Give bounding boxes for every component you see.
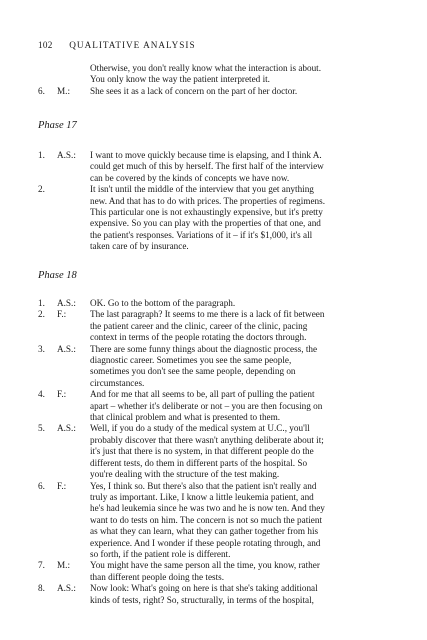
- text-line: expensive. So you can play with the properties of that one, and: [90, 218, 321, 229]
- text-line: kinds of tests, right? So, structurally, in terms of the hospital,: [90, 594, 314, 605]
- text-line: it's just that there is no system, in that different people do the: [90, 446, 314, 457]
- entry-number: 1.: [38, 298, 45, 308]
- text-line: can be covered by the kinds of concepts we have now.: [90, 172, 290, 183]
- text-line: want to do tests on him. The concern is not so much the patient: [90, 514, 323, 525]
- speaker-label: F.:: [57, 480, 67, 491]
- text-line: that clinical problem and what is presented to them.: [90, 412, 281, 423]
- text-line: You only know the way the patient interpreted it.: [90, 74, 270, 85]
- text-line: experience. And I wonder if these people rotating through, and: [90, 537, 321, 548]
- transcript-block: [38, 86, 398, 97]
- speaker-label: F.:: [57, 389, 67, 400]
- text-line: so forth, if the patient role is different.: [90, 548, 231, 559]
- continued-text: [90, 63, 395, 86]
- entry-number: 1.: [38, 150, 45, 160]
- entry-number: 7.: [38, 560, 45, 571]
- text-line: Otherwise, you don't really know what the interaction is about.: [90, 63, 322, 73]
- entry-number: 8.: [38, 583, 45, 594]
- text-line: context in terms of the people rotating the doctors through.: [90, 332, 307, 343]
- text-line: The last paragraph? It seems to me there is a lack of fit between: [90, 309, 325, 320]
- running-header: [38, 40, 196, 51]
- text-line: probably discover that there wasn't anything deliberate about it;: [90, 434, 324, 445]
- text-line: taken care of by insurance.: [90, 241, 189, 252]
- speaker-label: M.:: [57, 560, 71, 571]
- text-line: than different people doing the tests.: [90, 571, 225, 582]
- text-line: Now look: What's going on here is that she's taking additional: [90, 583, 318, 594]
- text-line: I want to move quickly because time is elapsing, and I think A.: [90, 150, 322, 160]
- running-title: QUALITATIVE ANALYSIS: [69, 40, 196, 50]
- text-line: as what they can learn, what they can gather together from his: [90, 526, 319, 537]
- text-line: circumstances.: [90, 377, 145, 388]
- transcript-entry: [38, 309, 398, 343]
- text-line: different tests, do them in different parts of the hospital. So: [90, 457, 308, 468]
- speaker-label: M.:: [57, 86, 71, 96]
- phase-heading: Phase 18: [38, 270, 77, 281]
- transcript-entry: [38, 86, 398, 97]
- transcript-entry: [38, 298, 398, 309]
- text-line: could get much of this by herself. The first half of the interview: [90, 161, 324, 172]
- entry-number: 2.: [38, 309, 45, 320]
- text-line: new. And that has to do with prices. The properties of regimens.: [90, 195, 325, 206]
- entry-number: 6.: [38, 86, 45, 96]
- transcript-entry: [38, 423, 398, 480]
- transcript-entry: [38, 583, 398, 606]
- transcript-entry: [38, 389, 398, 423]
- entry-number: 2.: [38, 184, 45, 195]
- page-number: 102: [38, 40, 53, 50]
- text-line: the patient's responses. Variations of it – if it's $1,000, it's all: [90, 229, 313, 240]
- transcript-entry: [38, 481, 398, 561]
- speaker-label: A.S.:: [57, 150, 76, 160]
- text-line: Yes, I think so. But there's also that the patient isn't really and: [90, 480, 317, 491]
- transcript-entry: [38, 184, 398, 252]
- transcript-entry: [38, 150, 398, 184]
- speaker-label: A.S.:: [57, 583, 76, 594]
- text-line: It isn't until the middle of the interview that you get anything: [90, 184, 314, 195]
- text-line: This particular one is not exhaustingly expensive, but it's pretty: [90, 207, 323, 218]
- text-line: You might have the same person all the time, you know, rather: [90, 560, 320, 571]
- text-line: And for me that all seems to be, all part of pulling the patient: [90, 389, 315, 400]
- entry-number: 5.: [38, 423, 45, 434]
- entry-number: 6.: [38, 480, 45, 491]
- text-line: apart – whether it's deliberate or not – you are then focusing on: [90, 400, 323, 411]
- text-line: he's had leukemia since he was two and he is now ten. And they: [90, 503, 325, 514]
- speaker-label: A.S.:: [57, 423, 76, 434]
- text-line: you're dealing with the structure of the test making.: [90, 469, 280, 480]
- speaker-label: A.S.:: [57, 298, 76, 308]
- text-line: There are some funny things about the diagnostic process, the: [90, 343, 318, 354]
- text-line: She sees it as a lack of concern on the part of her doctor.: [90, 86, 298, 96]
- entry-number: 4.: [38, 389, 45, 400]
- speaker-label: A.S.:: [57, 343, 76, 354]
- text-line: Well, if you do a study of the medical system at U.C., you'll: [90, 423, 310, 434]
- text-line: sometimes you don't see the same people, depending on: [90, 366, 296, 377]
- transcript-block: [38, 298, 398, 606]
- transcript-entry: [38, 344, 398, 390]
- entry-number: 3.: [38, 343, 45, 354]
- text-line: OK. Go to the bottom of the paragraph.: [90, 298, 236, 308]
- text-line: truly as important. Like, I know a little leukemia patient, and: [90, 491, 314, 502]
- transcript-entry: [38, 560, 398, 583]
- speaker-label: F.:: [57, 309, 67, 320]
- text-line: the patient career and the clinic, career of the clinic, pacing: [90, 320, 308, 331]
- transcript-block: [38, 150, 398, 253]
- phase-heading: Phase 17: [38, 120, 77, 131]
- text-line: diagnostic career. Sometimes you see the same people,: [90, 355, 292, 366]
